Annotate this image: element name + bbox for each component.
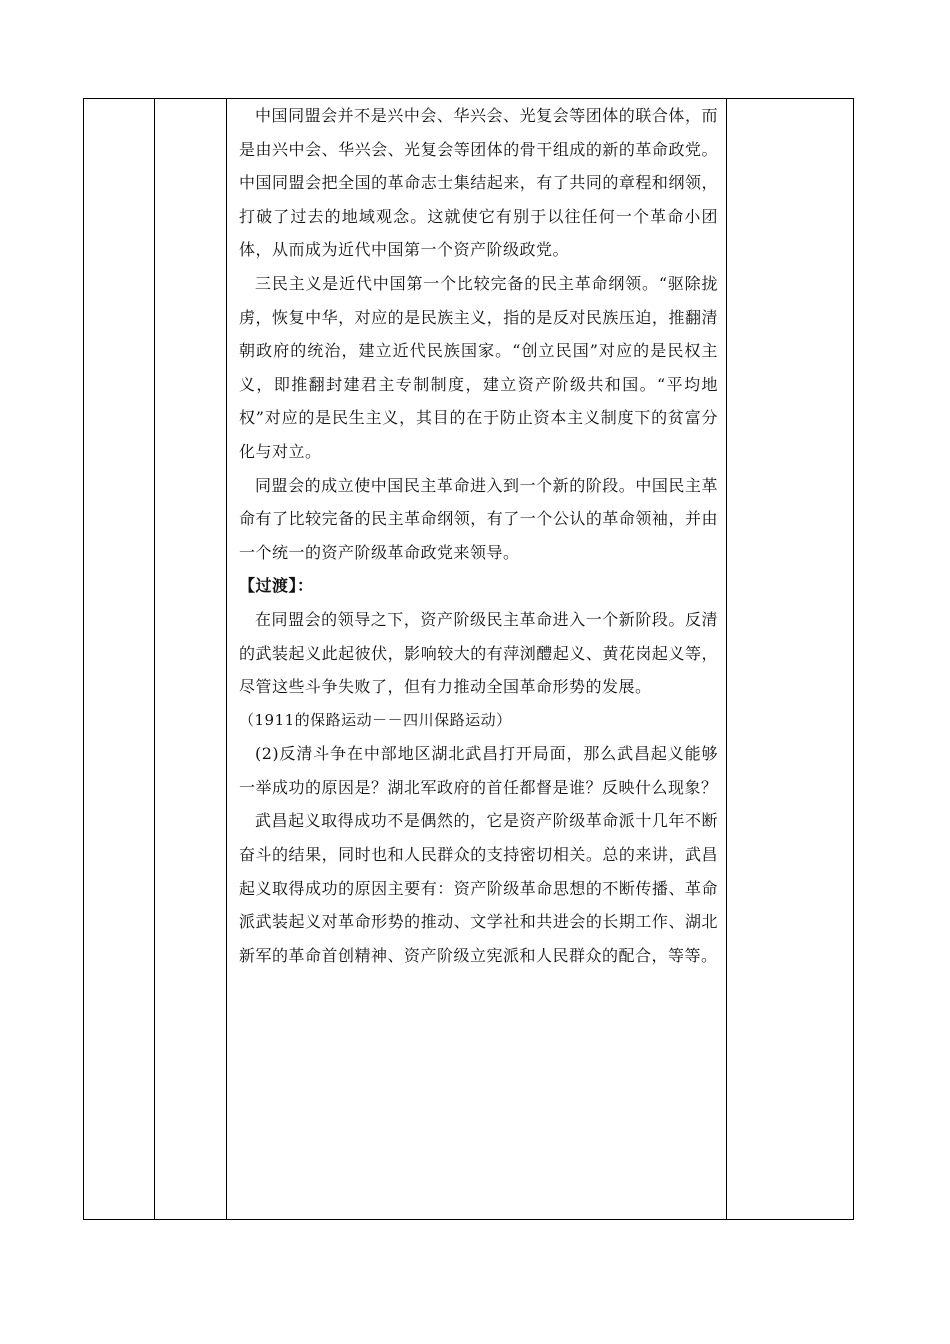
table-cell-left-2 <box>155 99 227 1220</box>
paragraph-new-stage: 同盟会的成立使中国民主革命进入到一个新的阶段。中国民主革命有了比较完备的民主革命纲领，有了一个公认的革命领袖，并由一个统一的资产阶级革命政党来领导。 <box>239 475 718 562</box>
paragraph-question: (2)反清斗争在中部地区湖北武昌打开局面，那么武昌起义能够一举成功的原因是？湖北军政府的首任都督是谁？反映什么现象？ <box>239 744 718 797</box>
paragraph-three-principles: 三民主义是近代中国第一个比较完备的民主革命纲领。“驱除拢虏，恢复中华，对应的是民族主义，指的是反对民族压迫，推翻清朝政府的统治，建立近代民族国家。“创立民国”对应的是民权主义，即推翻封建君主专制制度，建立资产阶级共和国。“平均地权”对应的是民生主义，其目的在于防止资本主义制度下的贫富分化与对立。 <box>239 273 718 461</box>
transition-heading: 【过渡】： <box>239 576 314 596</box>
paragraph-transition: 在同盟会的领导之下，资产阶级民主革命进入一个新阶段。反清的武装起义此起彼伏，影响较大的有萍浏醴起义、黄花岗起义等，尽管这些斗争失败了，但有力推动全国革命形势的发展。 <box>239 609 718 697</box>
paragraph-answer: 武昌起义取得成功不是偶然的，它是资产阶级革命派十几年不断奋斗的结果，同时也和人民群众的支持密切相关。总的来讲，武昌起义取得成功的原因主要有：资产阶级革命思想的不断传播、革命派武装起义对革命形势的推动、文学社和共进会的长期工作、湖北新军的革命首创精神、资产阶级立宪派和人民群众的配合，等等。 <box>239 811 718 965</box>
table-cell-right <box>727 99 854 1220</box>
table-row <box>84 99 854 1220</box>
table-cell-left-1 <box>84 99 155 1220</box>
content-cell <box>227 99 727 1220</box>
lesson-plan-table <box>83 98 854 1220</box>
content-body <box>227 99 726 972</box>
note-railway-movement: （1911的保路运动－－四川保路运动） <box>239 710 512 729</box>
paragraph-tongmenghui: 中国同盟会并不是兴中会、华兴会、光复会等团体的联合体，而是由兴中会、华兴会、光复会等团体的骨干组成的新的革命政党。中国同盟会把全国的革命志士集结起来，有了共同的章程和纲领，打破了过去的地域观念。这就使它有别于以往任何一个革命小团体，从而成为近代中国第一个资产阶级政党。 <box>239 106 718 260</box>
